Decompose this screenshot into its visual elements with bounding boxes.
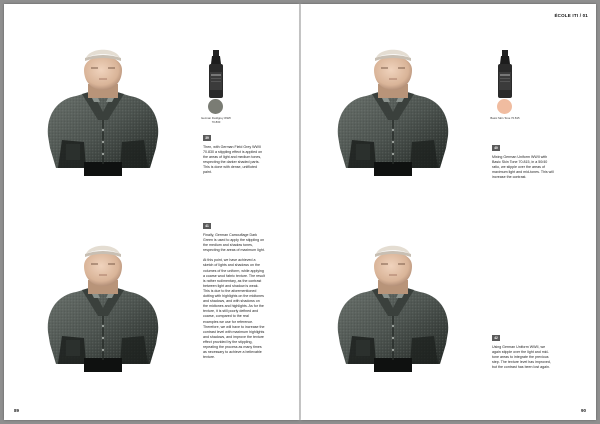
left-page [4, 4, 299, 420]
step-paragraph: Then, with German Field Grey WWII 70.830 a stippling effect is applied on the areas of light and medium tones, respecting the darker shaded parts. This is done with dense, unifiloted paint. [203, 145, 263, 175]
step-number: 41 [203, 223, 211, 229]
page-number: 89 [14, 408, 20, 413]
figure-bust-photo [44, 44, 162, 180]
step-paragraph: At this point, we have achieved a sketch of lights and shadows on the volumes of the uniform, while applying a coarse wool fabric texture. The result is rather rudimentary, as the contrast between light and shadow is weak. This is due to the aforementioned dotting with highlights on the midtones and shadows, and with shadows on the midtones and highlights. As for the texture, it is still poorly defined and coarse, compared to the real examples we use for reference. Therefore, we will have to increase the contrast level with maximum highlights and shadows, and improve the texture effect provided by the stippling, repeating the process as many times as necessary to achieve a believable texture. [203, 258, 265, 360]
right-page [301, 4, 596, 420]
step-number: 39 [203, 135, 211, 141]
step-number: 40 [492, 145, 500, 151]
step-text [492, 345, 554, 375]
bust-illustration [44, 44, 162, 180]
step-text [492, 155, 554, 185]
paint-swatch [497, 99, 512, 114]
figure-bust-photo [334, 44, 452, 180]
step-paragraph: Finally, German Camouflage Dark Green is used to apply the stippling on the medium and shadow tones, respecting the areas of maximum light. [203, 233, 265, 253]
page-number: 90 [580, 408, 586, 413]
step-paragraph: Mixing German Uniform WWII with Basic Skin Tone 70.815, in a 50/40 ratio, we stipple over the areas of maximum light and mid-tones. This will increase the contrast. [492, 155, 554, 180]
step-text [203, 145, 265, 181]
bust-illustration [44, 240, 162, 376]
bust-illustration [334, 240, 452, 376]
paint-bottle-image [494, 50, 516, 126]
bust-illustration [334, 44, 452, 180]
step-paragraph: Using German Uniform WWII, we again stipple over the light and mid-tone areas to integrate the previous step. The texture level has improved, but the contrast has been lost again. [492, 345, 551, 370]
paint-caption: German Fieldgrey WWII 70.830 [201, 116, 231, 124]
figure-bust-photo [44, 240, 162, 376]
paint-swatch [208, 99, 223, 114]
paint-caption: Basic Skin Tone 70.815 [490, 116, 520, 120]
running-header: ÉCOLE ITI / 01 [554, 13, 588, 18]
step-number: 42 [492, 335, 500, 341]
step-text [203, 233, 265, 365]
paint-bottle-image [205, 50, 227, 126]
dropper-bottle-icon [494, 50, 516, 126]
dropper-bottle-icon [205, 50, 227, 126]
figure-bust-photo [334, 240, 452, 376]
